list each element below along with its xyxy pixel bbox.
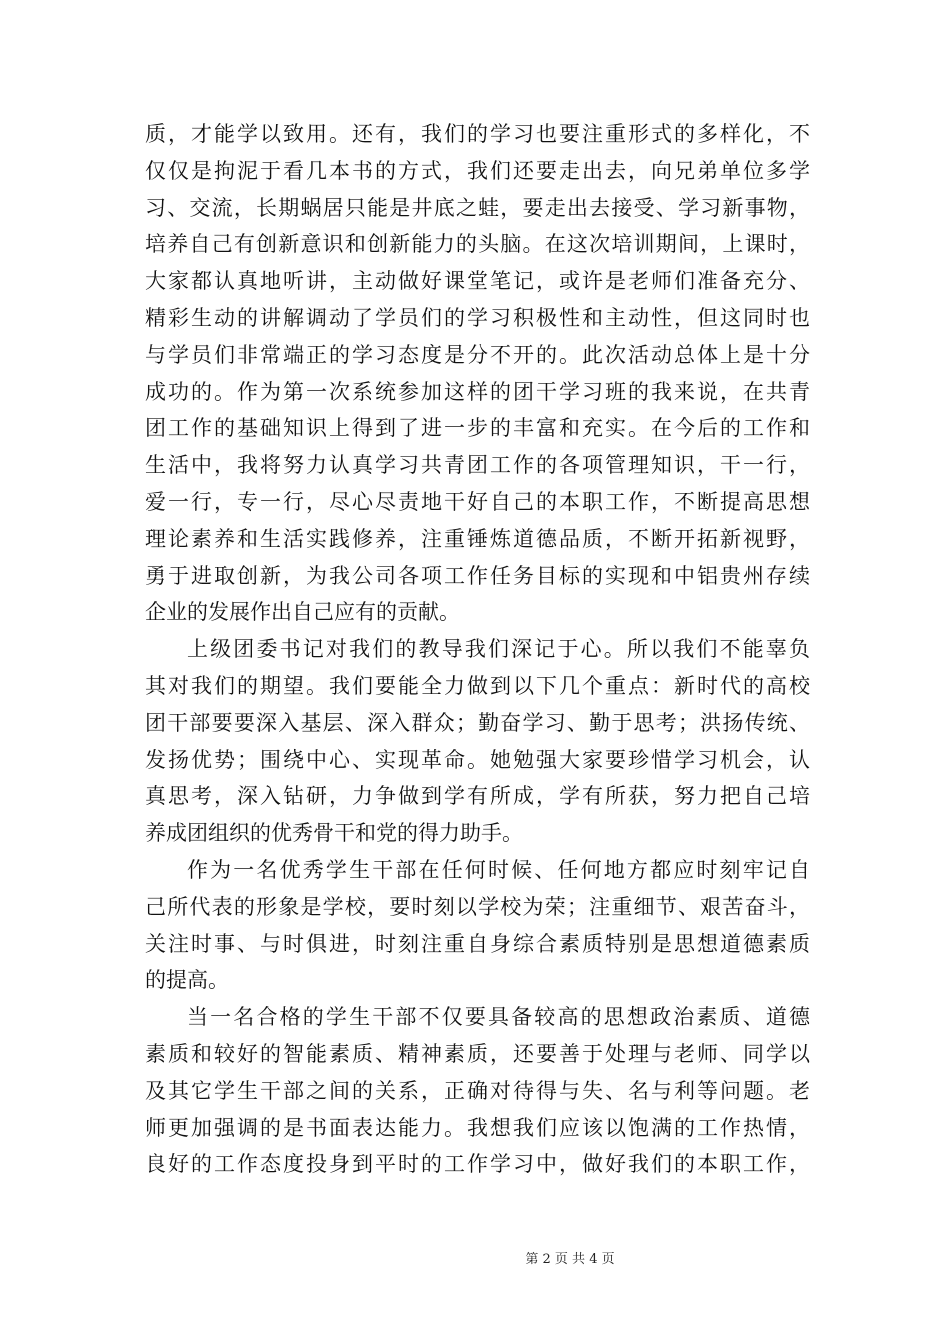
page-number-footer: 第 2 页 共 4 页 [525,1252,615,1267]
text-line: 的提高。 [145,968,229,993]
text-line: 及其它学生干部之间的关系，正确对待得与失、名与利等问题。老 [145,1078,810,1103]
text-line: 生活中，我将努力认真学习共青团工作的各项管理知识，干一行， [145,453,810,478]
text-line: 其对我们的期望。我们要能全力做到以下几个重点：新时代的高校 [145,673,810,698]
text-line: 良好的工作态度投身到平时的工作学习中，做好我们的本职工作， [145,1152,810,1177]
paragraph-first-line: 上级团委书记对我们的教导我们深记于心。所以我们不能辜负 [187,637,810,662]
text-line: 师更加强调的是书面表达能力。我想我们应该以饱满的工作热情， [145,1115,810,1140]
text-line: 习、交流，长期蜗居只能是井底之蛙，要走出去接受、学习新事物， [145,195,810,220]
text-line: 爱一行，专一行，尽心尽责地干好自己的本职工作，不断提高思想 [145,489,810,514]
text-line: 关注时事、与时俱进，时刻注重自身综合素质特别是思想道德素质 [145,931,810,956]
text-line: 仅仅是拘泥于看几本书的方式，我们还要走出去，向兄弟单位多学 [145,158,810,183]
text-line: 企业的发展作出自己应有的贡献。 [145,600,460,625]
text-line: 团工作的基础知识上得到了进一步的丰富和充实。在今后的工作和 [145,416,810,441]
text-line: 己所代表的形象是学校，要时刻以学校为荣；注重细节、艰苦奋斗， [145,894,810,919]
text-line: 养成团组织的优秀骨干和党的得力助手。 [145,821,523,846]
text-line: 精彩生动的讲解调动了学员们的学习积极性和主动性，但这同时也 [145,305,810,330]
text-line: 培养自己有创新意识和创新能力的头脑。在这次培训期间，上课时， [145,232,810,257]
text-line: 真思考，深入钻研，力争做到学有所成，学有所获，努力把自己培 [145,784,810,809]
text-line: 成功的。作为第一次系统参加这样的团干学习班的我来说，在共青 [145,379,810,404]
text-line: 素质和较好的智能素质、精神素质，还要善于处理与老师、同学以 [145,1041,810,1066]
text-line: 勇于进取创新，为我公司各项工作任务目标的实现和中铝贵州存续 [145,563,810,588]
text-line: 发扬优势；围绕中心、实现革命。她勉强大家要珍惜学习机会，认 [145,747,810,772]
text-line: 质，才能学以致用。还有，我们的学习也要注重形式的多样化，不 [145,122,810,146]
paragraph-first-line: 当一名合格的学生干部不仅要具备较高的思想政治素质、道德 [187,1005,810,1030]
text-line: 与学员们非常端正的学习态度是分不开的。此次活动总体上是十分 [145,342,810,367]
text-line: 团干部要要深入基层、深入群众；勤奋学习、勤于思考；洪扬传统、 [145,710,810,735]
body-text [145,116,810,1183]
paragraph-first-line: 作为一名优秀学生干部在任何时候、任何地方都应时刻牢记自 [187,857,810,882]
text-line: 理论素养和生活实践修养，注重锤炼道德品质，不断开拓新视野， [145,526,810,551]
text-line: 大家都认真地听讲，主动做好课堂笔记，或许是老师们准备充分、 [145,269,810,294]
